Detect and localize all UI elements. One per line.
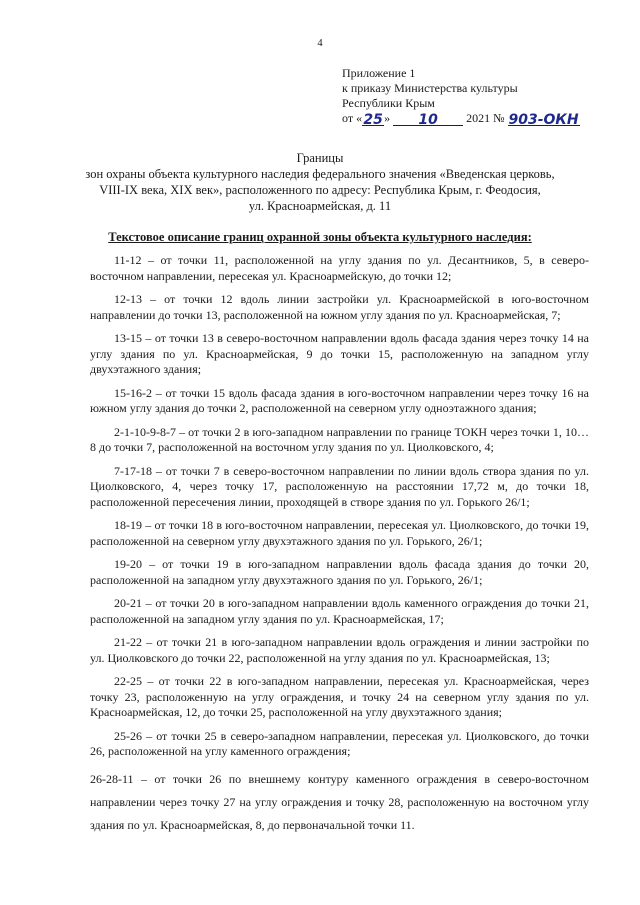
order-number: 903-ОКН [508, 112, 579, 128]
appendix-line-1: Приложение 1 [342, 66, 416, 80]
paragraph-13-15: 13-15 – от точки 13 в северо-восточном направлении вдоль фасада здания через точку 14 на углу здания по ул. Красноармейская, 9 до точки 15, расположенную на западном углу двухэтажного здания; [90, 331, 589, 376]
appendix-block [342, 66, 580, 126]
paragraph-18-19: 18-19 – от точки 18 в юго-восточном направлении, пересекая ул. Циолковского, до точки 19, расположенной на северном углу двухэтажного здания по ул. Горького, 26/1; [90, 518, 589, 548]
paragraph-21-22: 21-22 – от точки 21 в юго-западном направлении вдоль ограждения и линии застройки по ул. Циолковского до точки 22, расположенной на углу здания по ул. Красноармейская, 13; [90, 635, 589, 665]
appendix-line-2: к приказу Министерства культуры [342, 81, 518, 95]
paragraph-12-13: 12-13 – от точки 12 вдоль линии застройки ул. Красноармейской в юго-восточном направлении до точки 13, расположенной на южном углу здания по ул. Красноармейская, 7; [90, 292, 589, 322]
date-close: » [384, 111, 391, 125]
order-date-line [342, 111, 580, 126]
paragraph-26-28-11: 26-28-11 – от точки 26 по внешнему контуру каменного ограждения в северо-восточном направлении через точку 27 на углу ограждения и точку 28, расположенную на восточном углу здания по ул. Красноармейская, 8, до первоначальной точки 11. [90, 771, 589, 832]
paragraph-15-16-2: 15-16-2 – от точки 15 вдоль фасада здания в юго-восточном направлении через точку 16 на южном углу здания до точки 2, расположенной на северном углу одноэтажного здания; [90, 385, 589, 415]
title-line-2: зон охраны объекта культурного наследия федерального значения «Введенская церковь, [85, 167, 555, 181]
paragraph-7-17-18: 7-17-18 – от точки 7 в северо-восточном направлении по линии вдоль створа здания по ул. Циолковского, 4, через точку 17, расположенную на расстоянии 17,72 м, до точки 18, расположенной пересечения линии, проходящей в створе здания по ул. Горького 26/1; [90, 463, 589, 509]
section-subtitle: Текстовое описание границ охранной зоны объекта культурного наследия: [108, 230, 532, 244]
paragraph-2-1-10-9-8-7: 2-1-10-9-8-7 – от точки 2 в юго-западном направлении по границе ТОКН через точки 1, 10…8 до точки 7, расположенной на восточном углу здания по ул. Циолковского, 4; [90, 424, 589, 454]
paragraph-20-21: 20-21 – от точки 20 в юго-западном направлении вдоль каменного ограждения до точки 21, расположенной на западном углу здания по ул. Красноармейская, 17; [90, 596, 589, 626]
title-line-1: Границы [296, 151, 344, 165]
date-prefix: от « [342, 111, 363, 125]
title-line-4: ул. Красноармейская, д. 11 [248, 199, 392, 213]
document-title [0, 150, 640, 214]
page-number: 4 [317, 38, 323, 49]
date-month: 10 [393, 113, 463, 126]
date-year: 2021 № [466, 111, 505, 125]
boundary-description [90, 253, 589, 845]
date-day: 25 [363, 112, 383, 128]
paragraph-25-26: 25-26 – от точки 25 в северо-западном направлении, пересекая ул. Циолковского, до точки 26, расположенной на углу каменного ограждения; [90, 728, 589, 758]
paragraph-22-25: 22-25 – от точки 22 в юго-западном направлении, пересекая ул. Красноармейская, через точку 23, расположенную на углу ограждения, и точку 24 на северном углу здания по ул. Красноармейская, 12, до точки 25, расположенной на углу двухэтажного здания; [90, 674, 589, 719]
paragraph-11-12: 11-12 – от точки 11, расположенной на углу здания по ул. Десантников, 5, в северо-восточном направлении, пересекая ул. Красноармейскую, до точки 12; [90, 253, 589, 283]
appendix-line-3: Республики Крым [342, 96, 435, 110]
title-line-3: VIII-IX века, XIX век», расположенного по адресу: Республика Крым, г. Феодосия, [99, 183, 541, 197]
paragraph-19-20: 19-20 – от точки 19 в юго-западном направлении вдоль фасада здания до точки 20, расположенной на западном углу двухэтажного здания по ул. Горького, 26/1; [90, 557, 589, 587]
